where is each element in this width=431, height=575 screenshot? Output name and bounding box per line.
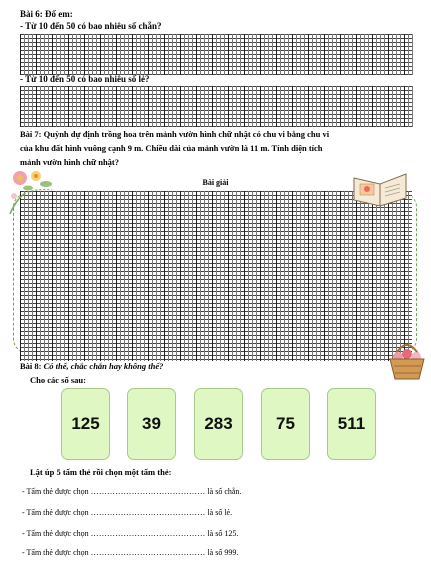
number-card-5[interactable]: 511: [327, 388, 376, 460]
bai8-title: [20, 361, 163, 371]
statement-prefix: - Tấm thẻ được chọn: [22, 487, 89, 496]
open-book-icon: [350, 168, 410, 208]
bai7-line-3: mảnh vườn hình chữ nhật?: [20, 157, 119, 167]
statement-odd: [22, 508, 232, 517]
statement-125: [22, 529, 238, 538]
number-card-4[interactable]: 75: [261, 388, 310, 460]
number-card-1[interactable]: 125: [61, 388, 110, 460]
bai8-title-question: Có thể, chắc chắn hay không thể?: [43, 361, 164, 371]
bai7-line-2: của khu đất hình vuông cạnh 9 m. Chiều dài của mảnh vườn là 11 m. Tính diện tích: [20, 143, 323, 153]
statement-prefix: - Tấm thẻ được chọn: [22, 508, 89, 517]
statement-suffix: là số chẵn.: [207, 487, 242, 496]
fill-in-blank[interactable]: ……………………………………: [90, 529, 206, 538]
statement-suffix: là số lẻ.: [207, 508, 233, 517]
solution-grid[interactable]: [20, 191, 412, 361]
statement-prefix: - Tấm thẻ được chọn: [22, 548, 89, 557]
flower-basket-icon: [386, 337, 428, 383]
flower-bouquet-icon: [6, 166, 66, 218]
statement-prefix: - Tấm thẻ được chọn: [22, 529, 89, 538]
number-card-2[interactable]: 39: [127, 388, 176, 460]
solution-label: Bài giải: [202, 178, 229, 187]
answer-grid-even[interactable]: [20, 34, 413, 75]
bai7-problem: [20, 127, 329, 169]
answer-grid-odd[interactable]: [20, 86, 413, 127]
number-card-3[interactable]: 283: [194, 388, 243, 460]
statement-suffix: là số 999.: [207, 548, 239, 557]
bai8-instruction: Lật úp 5 tấm thẻ rồi chọn một tấm thẻ:: [30, 467, 172, 477]
fill-in-blank[interactable]: ……………………………………: [90, 548, 206, 557]
bai6-question-odd: - Từ 10 đến 50 có bao nhiêu số lẻ?: [20, 74, 150, 84]
statement-suffix: là số 125.: [207, 529, 239, 538]
bai8-title-prefix: Bài 8:: [20, 361, 44, 371]
fill-in-blank[interactable]: ……………………………………: [90, 487, 206, 496]
bai8-intro: Cho các số sau:: [30, 375, 86, 385]
fill-in-blank[interactable]: ……………………………………: [90, 508, 206, 517]
bai6-question-even: - Từ 10 đến 50 có bao nhiêu số chẵn?: [20, 21, 162, 31]
statement-999: [22, 548, 238, 557]
bai6-title: Bài 6: Đố em:: [20, 9, 73, 19]
bai7-line-1: Bài 7: Quỳnh dự định trồng hoa trên mảnh vườn hình chữ nhật có chu vi bằng chu vi: [20, 129, 330, 139]
statement-even: [22, 487, 241, 496]
